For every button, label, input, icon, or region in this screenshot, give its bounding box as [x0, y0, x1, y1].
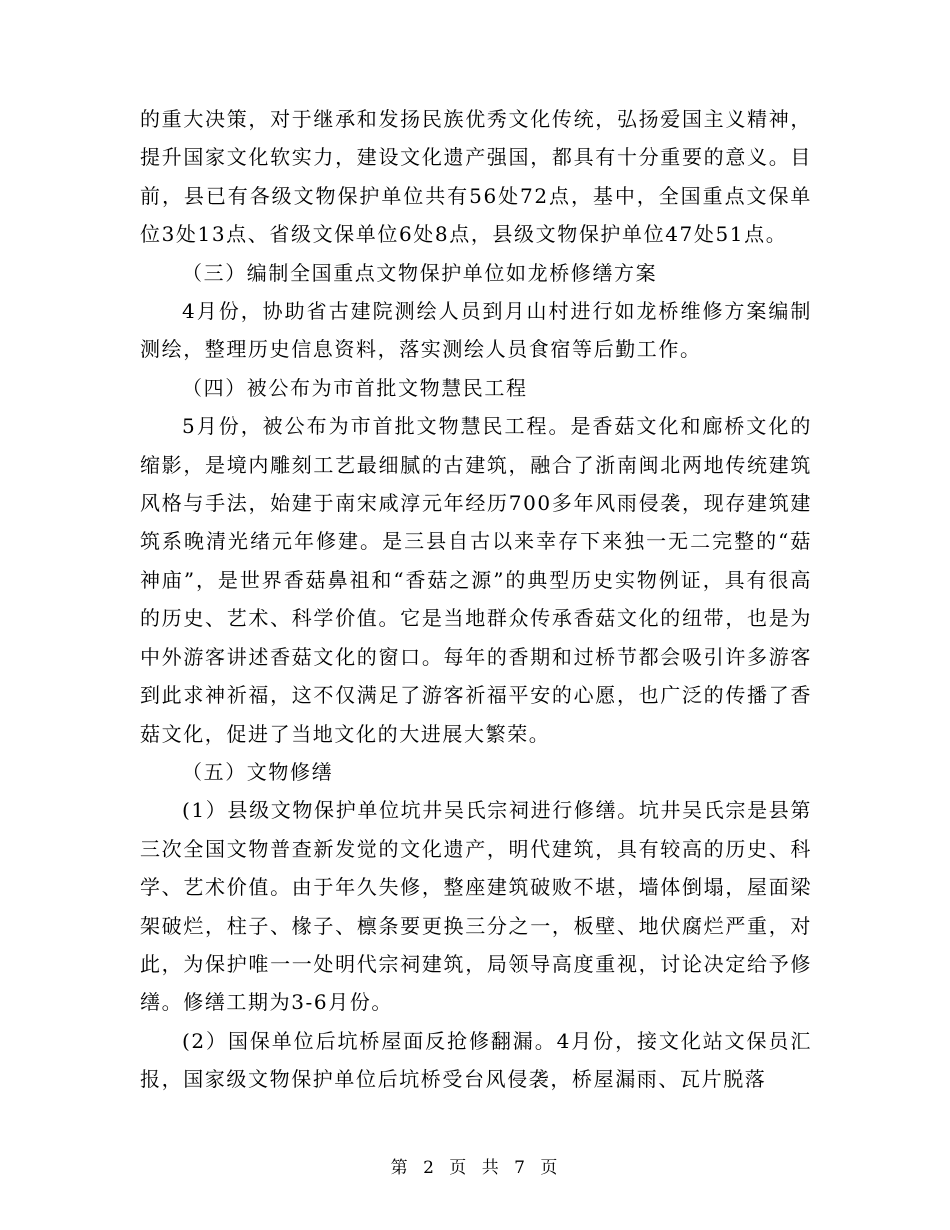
page-body [140, 100, 812, 1099]
section-heading-4: （四）被公布为市首批文物慧民工程 [182, 375, 528, 400]
body-paragraph-5: (2）国保单位后坑桥屋面反抢修翻漏。4月份，接文化站文保员汇报，国家级文物保护单位后坑桥受台风侵袭，桥屋漏雨、瓦片脱落 [140, 1028, 812, 1092]
body-paragraph-1: 的重大决策，对于继承和发扬民族优秀文化传统，弘扬爱国主义精神，提升国家文化软实力，建设文化遗产强国，都具有十分重要的意义。目前，县已有各级文物保护单位共有56处72点，基中，全国重点文保单位3处13点、省级文保单位6处8点，县级文物保护单位47处51点。 [140, 107, 812, 247]
section-heading-3: （三）编制全国重点文物保护单位如龙桥修缮方案 [182, 260, 658, 285]
page-number-footer: 第 2 页 共 7 页 [390, 1158, 560, 1178]
body-paragraph-3: 5月份，被公布为市首批文物慧民工程。是香菇文化和廊桥文化的缩影，是境内雕刻工艺最细腻的古建筑，融合了浙南闽北两地传统建筑风格与手法，始建于南宋咸淳元年经历700多年风雨侵袭，现存建筑建筑系晚清光绪元年修建。是三县自古以来幸存下来独一无二完整的“菇神庙”，是世界香菇鼻祖和“香菇之源”的典型历史实物例证，具有很高的历史、艺术、科学价值。它是当地群众传承香菇文化的纽带，也是为中外游客讲述香菇文化的窗口。每年的香期和过桥节都会吸引许多游客到此求神祈福，这不仅满足了游客祈福平安的心愿，也广泛的传播了香菇文化，促进了当地文化的大进展大繁荣。 [140, 414, 812, 746]
body-paragraph-2: 4月份，协助省古建院测绘人员到月山村进行如龙桥维修方案编制测绘，整理历史信息资料，落实测绘人员食宿等后勤工作。 [140, 299, 812, 362]
body-paragraph-4: (1）县级文物保护单位坑井吴氏宗祠进行修缮。坑井吴氏宗是县第三次全国文物普查新发觉的文化遗产，明代建筑，具有较高的历史、科学、艺术价值。由于年久失修，整座建筑破败不堪，墙体倒塌，屋面梁架破烂，柱子、椽子、檩条要更换三分之一，板壁、地伏腐烂严重，对此，为保护唯一一处明代宗祠建筑，局领导高度重视，讨论决定给予修缮。修缮工期为3-6月份。 [140, 798, 812, 1015]
section-heading-5: （五）文物修缮 [182, 759, 334, 784]
